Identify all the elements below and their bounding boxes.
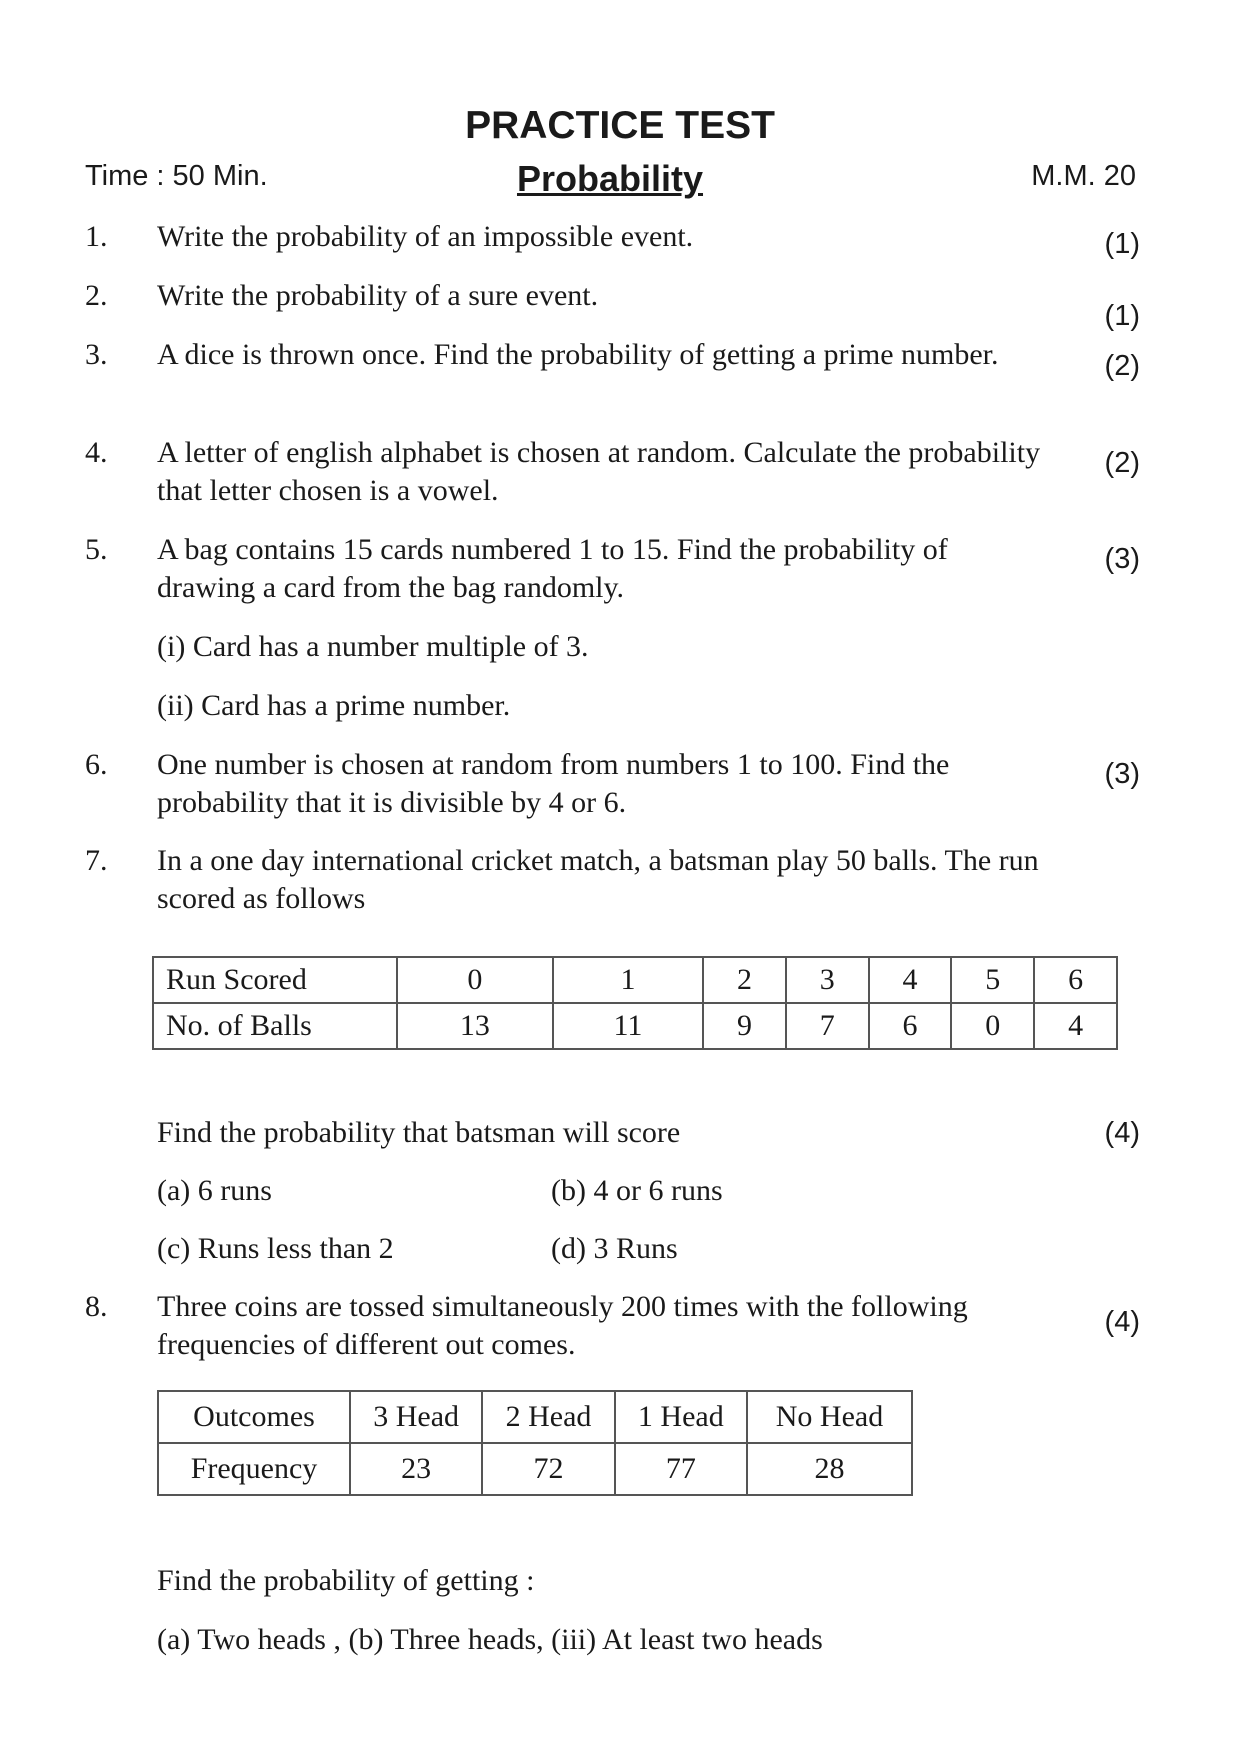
question-number: 7. [85, 844, 108, 877]
question-text: Write the probability of a sure event. [157, 279, 599, 312]
table-cell: 4 [1034, 1003, 1117, 1049]
table-row [158, 1443, 912, 1495]
question-text: In a one day international cricket match, a batsman play 50 balls. The run scored as follows [157, 844, 1039, 915]
question-5-part-i: (i) Card has a number multiple of 3. [157, 630, 589, 663]
coin-toss-table [157, 1390, 913, 1496]
question-8-prompt: Find the probability of getting : [157, 1564, 535, 1597]
runs-table [152, 956, 1118, 1050]
question-1-marks: (1) [1104, 228, 1140, 260]
table-cell: 6 [1034, 957, 1117, 1003]
question-number: 8. [85, 1290, 108, 1323]
question-2-marks: (1) [1104, 300, 1140, 332]
table-cell: 0 [951, 1003, 1034, 1049]
time-limit: Time : 50 Min. [85, 160, 268, 192]
question-number: 6. [85, 748, 108, 781]
question-7-prompt: Find the probability that batsman will score [157, 1116, 681, 1149]
question-number: 3. [85, 338, 108, 371]
table-cell: 6 [869, 1003, 952, 1049]
table-cell: 0 [397, 957, 553, 1003]
question-5 [85, 531, 1085, 611]
max-marks: M.M. 20 [1031, 160, 1136, 192]
table-cell: Run Scored [153, 957, 397, 1003]
question-3-marks: (2) [1104, 350, 1140, 382]
table-cell: 3 [786, 957, 869, 1003]
table-cell: 2 Head [482, 1391, 614, 1443]
question-6-marks: (3) [1104, 758, 1140, 790]
page-title: PRACTICE TEST [465, 104, 775, 147]
question-8-parts: (a) Two heads , (b) Three heads, (iii) At least two heads [157, 1623, 823, 1656]
question-7-part-c: (c) Runs less than 2 [157, 1232, 394, 1265]
question-2 [85, 277, 1085, 317]
table-cell: 9 [703, 1003, 786, 1049]
question-8 [85, 1288, 1085, 1368]
question-text: A dice is thrown once. Find the probability of getting a prime number. [157, 338, 999, 371]
table-cell: 2 [703, 957, 786, 1003]
question-6 [85, 746, 1085, 826]
table-cell: 11 [553, 1003, 703, 1049]
question-7-part-a: (a) 6 runs [157, 1174, 272, 1207]
question-1 [85, 218, 1085, 258]
table-cell: 13 [397, 1003, 553, 1049]
table-cell: 1 [553, 957, 703, 1003]
question-text: Write the probability of an impossible event. [157, 220, 694, 253]
table-row [153, 1003, 1117, 1049]
question-5-part-ii: (ii) Card has a prime number. [157, 689, 511, 722]
question-text: One number is chosen at random from numbers 1 to 100. Find the probability that it is divisible by 4 or 6. [157, 748, 950, 819]
table-cell: No Head [747, 1391, 912, 1443]
question-7-part-b: (b) 4 or 6 runs [551, 1174, 723, 1207]
table-cell: No. of Balls [153, 1003, 397, 1049]
question-4 [85, 434, 1085, 514]
table-cell: 7 [786, 1003, 869, 1049]
question-text: A letter of english alphabet is chosen at random. Calculate the probability that letter chosen is a vowel. [157, 436, 1041, 507]
table-cell: 28 [747, 1443, 912, 1495]
table-cell: 77 [615, 1443, 747, 1495]
question-text: A bag contains 15 cards numbered 1 to 15. Find the probability of drawing a card from the bag randomly. [157, 533, 948, 604]
question-7-part-d: (d) 3 Runs [551, 1232, 678, 1265]
question-number: 4. [85, 436, 108, 469]
table-cell: Outcomes [158, 1391, 350, 1443]
question-5-marks: (3) [1104, 543, 1140, 575]
table-row [158, 1391, 912, 1443]
table-cell: 3 Head [350, 1391, 482, 1443]
question-number: 5. [85, 533, 108, 566]
table-cell: 1 Head [615, 1391, 747, 1443]
question-7 [85, 842, 1085, 922]
table-cell: Frequency [158, 1443, 350, 1495]
table-cell: 23 [350, 1443, 482, 1495]
question-3 [85, 336, 1085, 416]
table-cell: 5 [951, 957, 1034, 1003]
subject-heading: Probability [516, 158, 704, 199]
question-8-marks: (4) [1104, 1306, 1140, 1338]
question-text: Three coins are tossed simultaneously 200 times with the following frequencies of different out comes. [157, 1290, 968, 1361]
question-7-marks: (4) [1104, 1117, 1140, 1149]
table-row [153, 957, 1117, 1003]
question-number: 1. [85, 220, 108, 253]
table-cell: 72 [482, 1443, 614, 1495]
table-cell: 4 [869, 957, 952, 1003]
question-4-marks: (2) [1104, 447, 1140, 479]
question-number: 2. [85, 279, 108, 312]
